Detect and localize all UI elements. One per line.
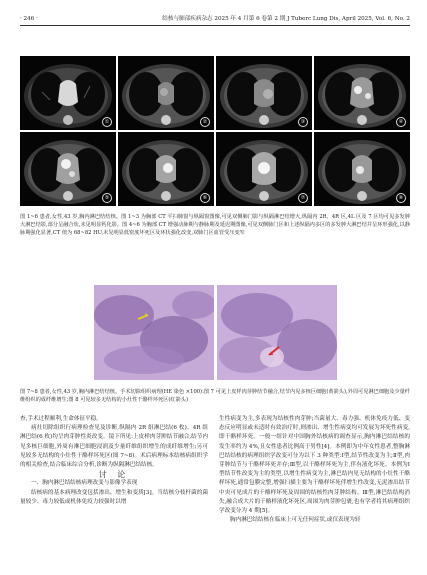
paragraph: 结核病的基本病理改变包括渗出、增生和变质[3]。当结核分枝杆菌的菌量较少、毒力较低或机体免疫力较强时以增 — [20, 489, 208, 505]
panel-label: ④ — [396, 117, 406, 127]
paragraph: 查,手术过程顺利,生命体征平稳。 — [20, 416, 102, 422]
ct-image-2 — [118, 56, 214, 130]
panel-label: ⑦ — [298, 193, 308, 203]
histology-image-8 — [217, 285, 337, 380]
panel-label: ⑧ — [396, 193, 406, 203]
figure-1-6-caption: 图 1~6 患者,女性,43 岁,胸内淋巴结结核。图 1~3 为胸部 CT 平扫肺窗与纵隔窗图像,可见双侧肺门影与纵隔淋巴结增大,纵隔内 2R、4R 区,4L 区及 7 区均可见多发肿大淋巴结影,部分呈融合状,未见明显钙化影。图 4~6 为胸部 CT 增强动脉期与静脉期及延迟期图像,可见双侧肺门区和上述纵隔内多区的多发肿大淋巴结并呈环形强化,以静脉期强化显著,CT 值为 68~82 HU,未见明显低密度坏死区及环状强化改变,双肺门区血管受压变窄 — [20, 214, 410, 237]
ct-image-7 — [216, 132, 312, 206]
right-column — [219, 415, 410, 525]
discussion-heading: 讨 论 — [98, 470, 130, 480]
page-number: · 246 · — [20, 16, 38, 22]
figure-7-8-caption: 图 7~8 患者,女性,43 岁,胸内淋巴结结核。手术切除组织病理(HE 染色 ×100):图 7 可见上皮样肉芽肿结节融合,结节内见多核巨细胞(黄箭头),外周可见淋巴细胞及少量纤维组织的成纤维增生;图 8 可见较多无结构的小灶性干酪样坏死区(红箭头) — [20, 389, 410, 404]
panel-label: ③ — [298, 117, 308, 127]
running-header — [20, 13, 410, 26]
left-column — [20, 415, 208, 507]
panel-label: ② — [200, 117, 210, 127]
ct-image-4 — [314, 56, 410, 130]
ct-image-5 — [20, 132, 116, 206]
paragraph: 生性病变为主,多表现为结核性肉芽肿;当菌量大、毒力强、机体免疫力低、变态反应明显或未适时有效治疗时,则渗出、增生性病变均可发展为坏死性病变,即干酪样坏死。一般一组针对中国胸外结核病的调查显示,胸内淋巴结结核的发生率约为 4%,且女性患者比例高于男性[4]。本例即为中年女性患者,整胸淋巴结结核的病理组织学改变可分为以下 3 种类型:Ⅰ型,结节性改变为主;Ⅱ型,肉芽肿结节与干酪样坏死并存;Ⅲ型,以干酪样坏死为主,伴有液化坏死。本例为Ⅰ型结节性改变为主的类型,以增生性病变为主,淋巴结内见无结构的小灶性干酪样坏死,通常包膜完整,增强扫描主要为干酪样坏死伴增生性改变,无泥渗出结节中央可见成片的干酪样坏死及周围的结核性肉芽肿结构。Ⅲ型,淋巴结结构消失,融合成大片的干酪样液化坏死区,周围为肉芽肿包裹,也有学者将其病理组织学改变分为 4 期[5]。 — [219, 416, 410, 515]
subsection-heading: 一、胸内淋巴结结核病理改变与影像学表现 — [31, 480, 138, 487]
paragraph: 胸内淋巴结结核在临床上可无任何症状,或仅表现为轻 — [230, 517, 361, 524]
histology-image-7 — [94, 285, 214, 380]
ct-image-6 — [118, 132, 214, 206]
journal-citation: 结核与肺部疾病杂志 2025 年 4 月第 6 卷第 2 期 J Tuberc Lung Dis, April 2025, Vol. 6, No. 2 — [162, 16, 410, 22]
ct-figure-grid — [20, 56, 410, 206]
panel-label: ① — [102, 117, 112, 127]
ct-image-3 — [216, 56, 312, 130]
ct-image-8 — [314, 132, 410, 206]
panel-label: ⑥ — [200, 193, 210, 203]
paragraph: 病灶切除组织行病理检查见及诊断,纵隔内 2R 组淋巴结(6 枚)、4R 组淋巴结(6 枚)均呈肉芽肿性炎改变。镜下所见:上皮样肉芽肿结节融合,结节内见多核巨细胞,外周有淋巴细胞浸润及少量纤维组织增生的成纤维增生;另可见较多无结构的小灶性干酪样坏死区(图 7~8)。术后病理标本结核病组织学的相关检查,结合临床综合分析,诊断为纵隔淋巴结结核。 — [20, 425, 208, 469]
ct-image-1 — [20, 56, 116, 130]
panel-label: ⑤ — [102, 193, 112, 203]
